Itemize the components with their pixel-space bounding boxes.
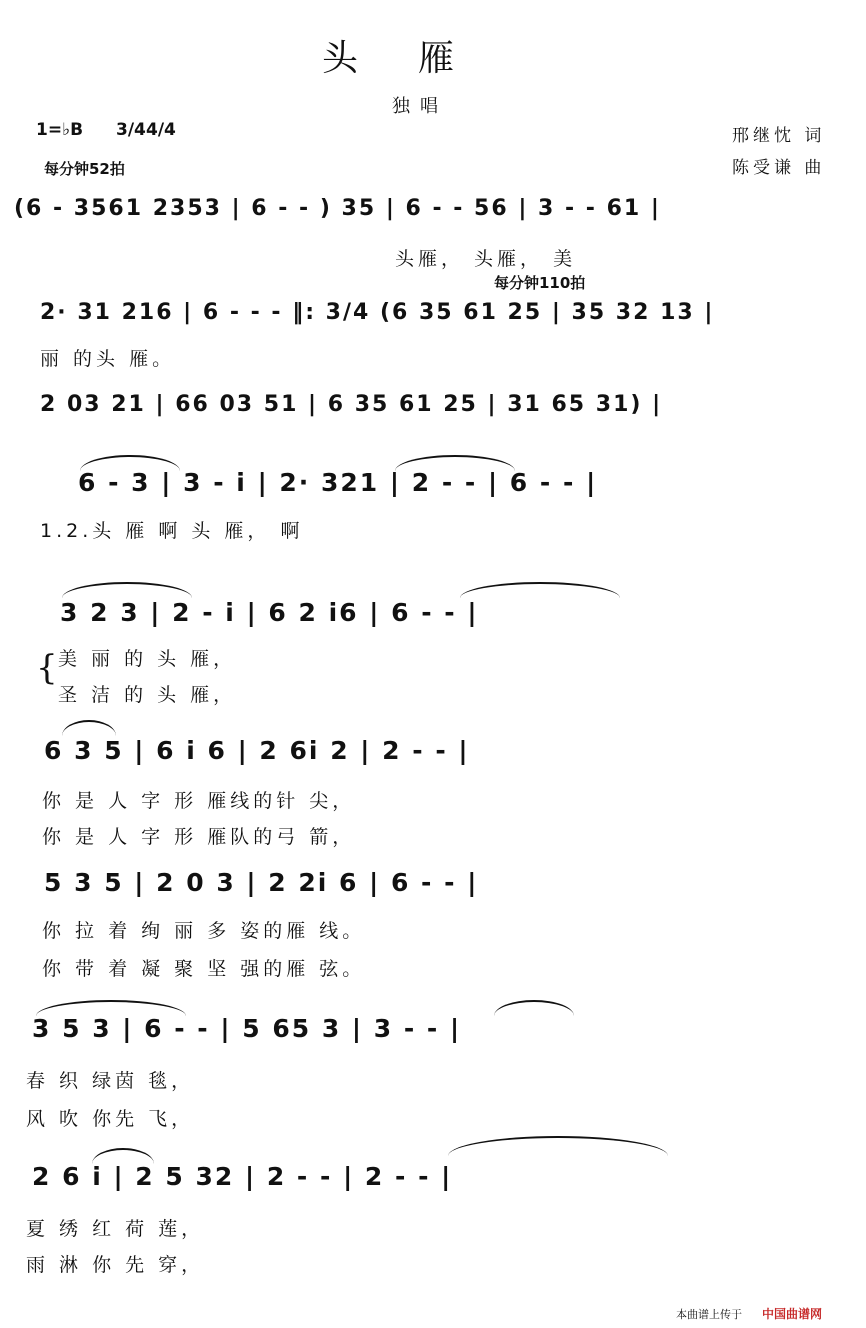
- row-6-notes: 6 3 5 | 6 i 6 | 2 6i 2 | 2 - - |: [44, 736, 470, 765]
- row-4-notes: 6 - 3 | 3 - i | 2· 321 | 2 - - | 6 - - |: [78, 468, 598, 497]
- row-9-lyrics-2: 雨 淋 你 先 穿，: [26, 1254, 205, 1276]
- slur: [448, 1136, 668, 1156]
- slur: [460, 582, 620, 598]
- slur: [62, 582, 192, 598]
- song-title: 头雁: [322, 38, 515, 79]
- lyricist-credit: 邢继忱 词: [732, 126, 826, 146]
- composer-credit: 陈受谦 曲: [732, 158, 826, 178]
- performance-type: 独唱: [392, 96, 448, 117]
- slur: [494, 1000, 574, 1016]
- row-5-notes: 3 2 3 | 2 - i | 6 2 i6 | 6 - - |: [60, 598, 479, 627]
- lyric-brace: {: [36, 648, 58, 688]
- row-7-lyrics-2: 你 带 着 凝 聚 坚 强的雁 弦。: [42, 958, 366, 980]
- upload-note: 本曲谱上传于: [676, 1308, 742, 1321]
- tempo-main: 每分钟110拍: [494, 274, 586, 292]
- row-2-lyrics: 丽 的头 雁。: [40, 348, 176, 370]
- row-8-lyrics-2: 风 吹 你先 飞，: [26, 1108, 195, 1130]
- row-4-lyrics: 1.2.头 雁 啊 头 雁， 啊: [40, 520, 304, 542]
- site-logo: 中国曲谱网: [762, 1307, 823, 1321]
- row-5-lyrics-2: 圣 洁 的 头 雁，: [58, 684, 237, 706]
- row-8-notes: 3 5 3 | 6 - - | 5 65 3 | 3 - - |: [32, 1014, 462, 1043]
- row-6-lyrics-2: 你 是 人 字 形 雁队的弓 箭，: [42, 826, 356, 848]
- meter-2: 4/4: [146, 120, 176, 140]
- row-2-notes: 2· 31 216 | 6 - - - ‖: 3/4 (6 35 61 25 | 35 32 13 |: [40, 300, 715, 325]
- row-5-lyrics-1: 美 丽 的 头 雁，: [58, 648, 237, 670]
- row-6-lyrics-1: 你 是 人 字 形 雁线的针 尖，: [42, 790, 356, 812]
- tempo-intro: 每分钟52拍: [44, 160, 125, 178]
- row-7-lyrics-1: 你 拉 着 绚 丽 多 姿的雁 线。: [42, 920, 366, 942]
- row-3-notes: 2 03 21 | 66 03 51 | 6 35 61 25 | 31 65 31) |: [40, 392, 663, 417]
- key-signature: 1=♭B: [36, 120, 84, 140]
- row-9-notes: 2 6 i | 2 5 32 | 2 - - | 2 - - |: [32, 1162, 453, 1191]
- row-8-lyrics-1: 春 织 绿茵 毯，: [26, 1070, 195, 1092]
- slur: [62, 720, 116, 736]
- row-1-notes: (6 - 3561 2353 | 6 - - ) 35 | 6 - - 56 | 3 - - 61 |: [14, 196, 661, 221]
- row-9-lyrics-1: 夏 绣 红 荷 莲，: [26, 1218, 205, 1240]
- row-7-notes: 5 3 5 | 2 0 3 | 2 2i 6 | 6 - - |: [44, 868, 479, 897]
- meter-1: 3/4: [116, 120, 146, 140]
- row-1-lyrics: 头雁， 头雁， 美: [395, 248, 577, 270]
